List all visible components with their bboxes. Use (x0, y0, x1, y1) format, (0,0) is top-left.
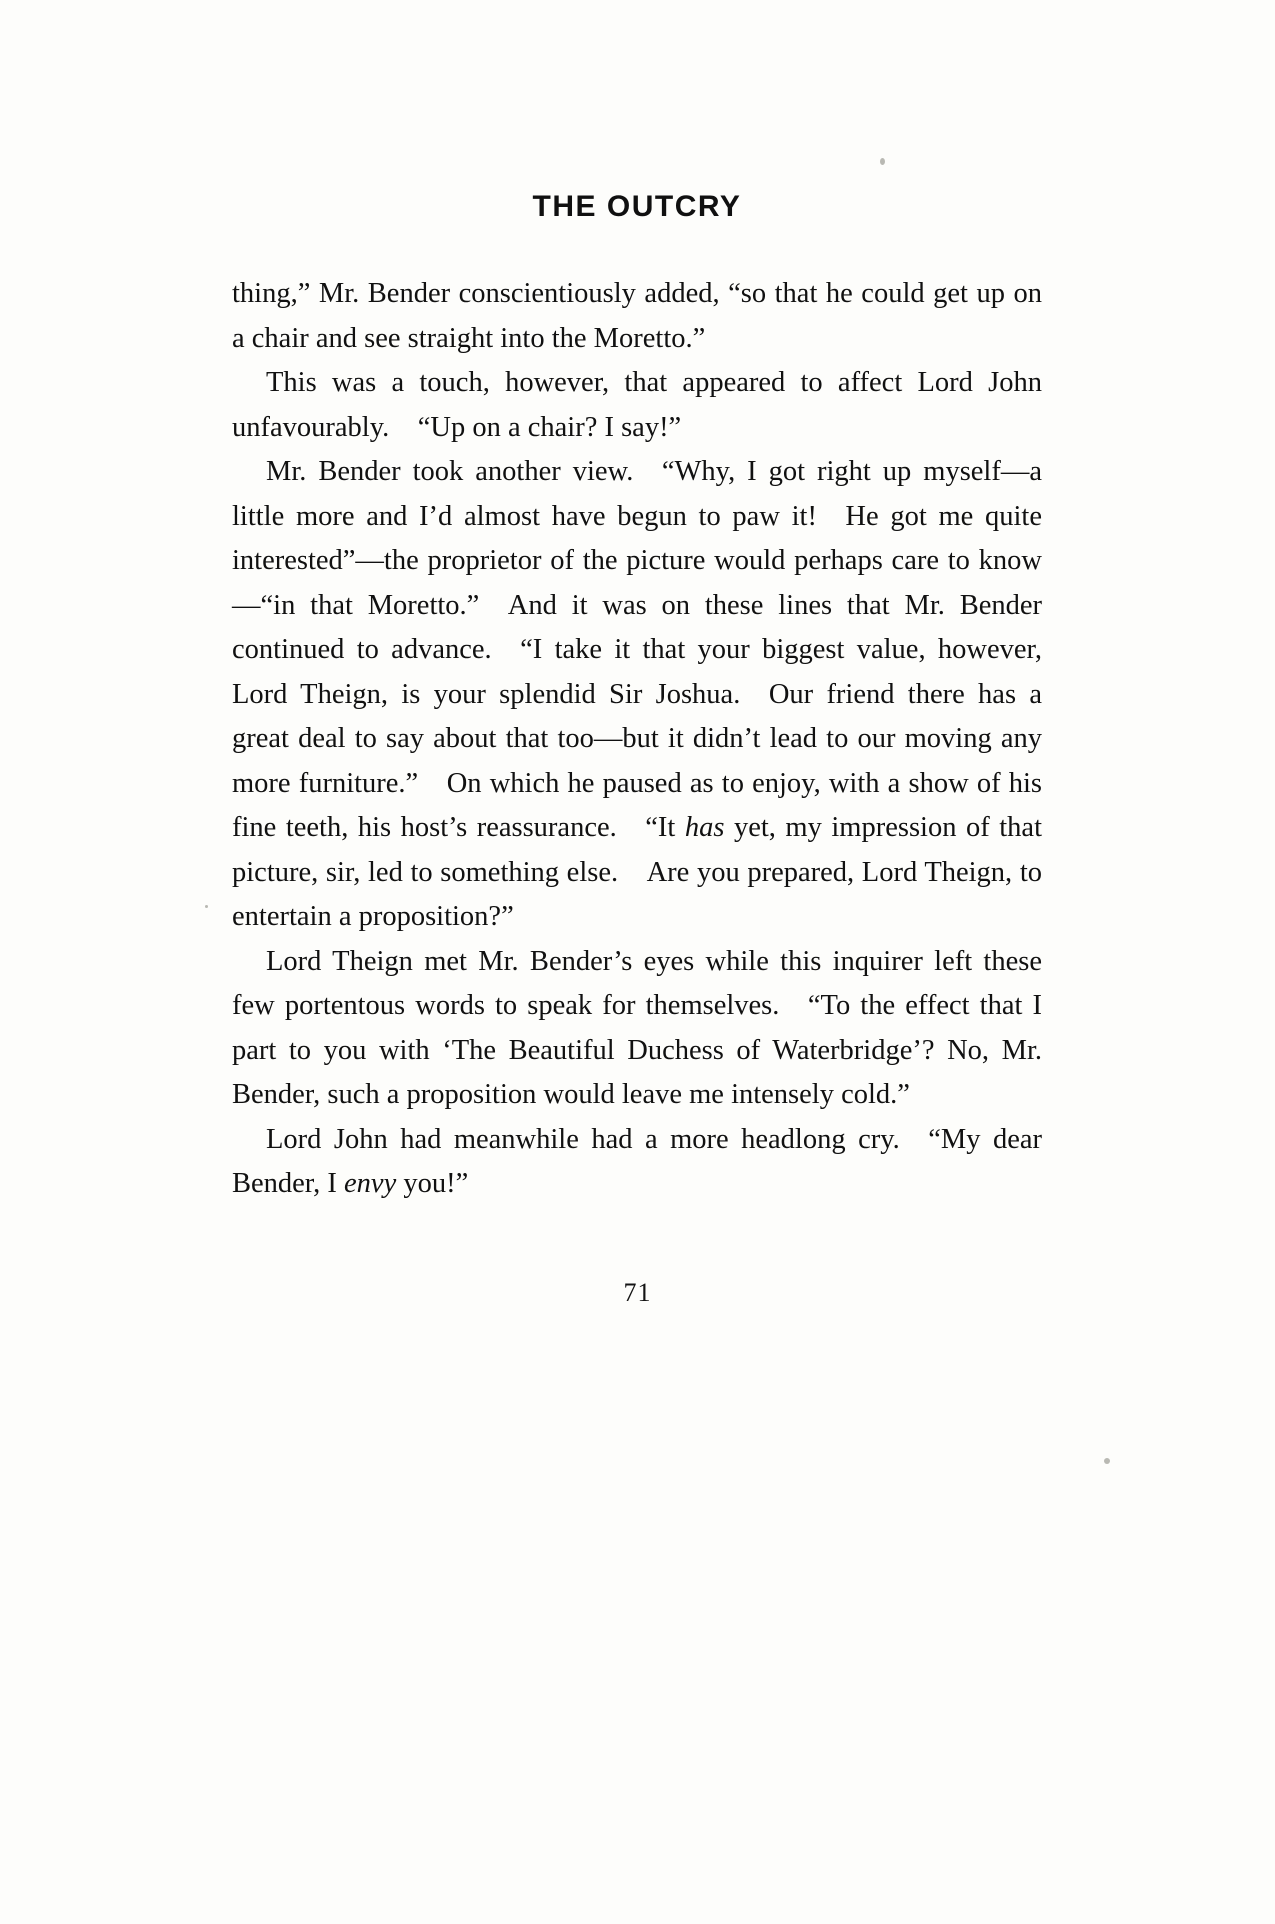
paragraph: This was a touch, however, that appeared to affect Lord John unfavourably. “Up on a chair? I say!” (232, 367, 1042, 443)
page-speck (1104, 1458, 1110, 1464)
body-text (232, 272, 1042, 1207)
page-speck (880, 158, 885, 165)
paragraph: Lord Theign met Mr. Bender’s eyes while this inquirer left these few portentous words to speak for themselves. “To the effect that I part to you with ‘The Beautiful Duchess of Waterbridge’? No, Mr. Bender, such a proposition would leave me intensely cold.” (232, 945, 1042, 1110)
paragraph: thing,” Mr. Bender conscientiously added, “so that he could get up on a chair and see straight into the Moretto.” (232, 278, 1042, 354)
page-number: 71 (623, 1278, 652, 1307)
paragraph: Mr. Bender took another view. “Why, I got right up myself—a little more and I’d almost have begun to paw it! He got me quite interested”—the proprietor of the picture would perhaps care to know—“in that Moretto.” And it was on these lines that Mr. Bender continued to advance. “I take it that your biggest value, however, Lord Theign, is your splendid Sir Joshua. Our friend there has a great deal to say about that too—but it didn’t lead to our moving any more furniture.” On which he paused as to enjoy, with a show of his fine teeth, his host’s reassurance. “It has yet, my impression of that picture, sir, led to something else. Are you prepared, Lord Theign, to entertain a proposition?” (232, 456, 1042, 932)
page-speck (205, 905, 208, 908)
page-content (232, 190, 1042, 1207)
emphasis-text: has (684, 812, 725, 843)
running-head: THE OUTCRY (532, 190, 742, 223)
emphasis-text: envy (344, 1168, 397, 1199)
paragraph: Lord John had meanwhile had a more headlong cry. “My dear Bender, I envy you!” (232, 1123, 1042, 1199)
